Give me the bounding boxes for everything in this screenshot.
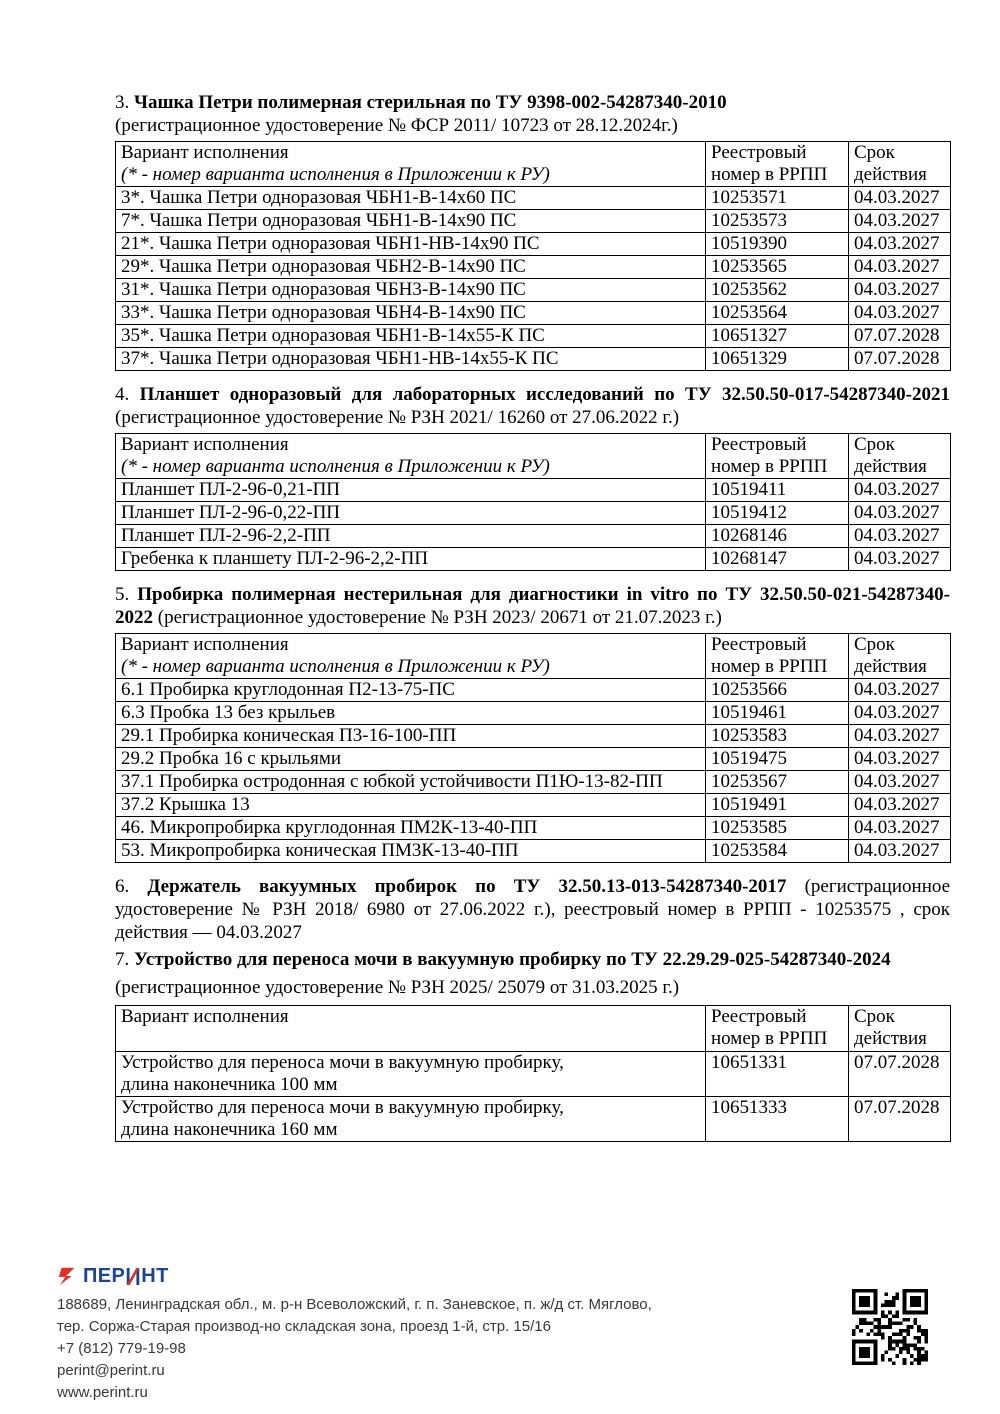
header-variant-note: (* - номер варианта исполнения в Приложении к РУ) (121, 164, 550, 185)
header-variant-cell (116, 634, 706, 679)
section-heading (115, 875, 950, 944)
table-row (116, 817, 951, 840)
table-cell: 10253565 (706, 256, 849, 279)
header-variant-label: Вариант исполнения (121, 634, 289, 655)
table-cell: 21*. Чашка Петри одноразовая ЧБН1-НВ-14х90 ПС (116, 233, 706, 256)
section-number: 4. (115, 384, 130, 405)
section-number: 6. (115, 876, 130, 897)
section-tube-holder (115, 875, 950, 944)
website-url: www.perint.ru (57, 1384, 148, 1401)
table-cell: 04.03.2027 (849, 794, 951, 817)
table-cell: 10519411 (706, 479, 849, 502)
header-validity-cell: Срок действия (849, 1006, 951, 1052)
table-row (116, 840, 951, 863)
table-header-row (116, 434, 951, 479)
table-cell: 07.07.2028 (849, 348, 951, 371)
section-test-tubes (115, 583, 950, 863)
table-cell: 10651333 (706, 1097, 849, 1142)
table-row (116, 302, 951, 325)
table-cell: 04.03.2027 (849, 502, 951, 525)
table-cell: 10253571 (706, 187, 849, 210)
header-variant-label: Вариант исполнения (121, 434, 289, 455)
table-cell: 10253573 (706, 210, 849, 233)
table-cell: 3*. Чашка Петри одноразовая ЧБН1-В-14х60 ПС (116, 187, 706, 210)
table-cell: 10253585 (706, 817, 849, 840)
table-cell: 10519390 (706, 233, 849, 256)
header-registry-cell: Реестровый номер в РРПП (706, 634, 849, 679)
table-cell: 04.03.2027 (849, 210, 951, 233)
header-registry-cell: Реестровый номер в РРПП (706, 1006, 849, 1052)
header-variant-note: (* - номер варианта исполнения в Приложении к РУ) (121, 656, 550, 677)
table-cell: 04.03.2027 (849, 256, 951, 279)
table-row (116, 679, 951, 702)
section-heading (115, 948, 950, 971)
table-cell: 53. Микропробирка коническая ПМ3К-13-40-ПП (116, 840, 706, 863)
table-cell: Устройство для переноса мочи в вакуумную пробирку, длина наконечника 160 мм (116, 1097, 706, 1142)
table-cell: 10519461 (706, 702, 849, 725)
table-cell: Устройство для переноса мочи в вакуумную пробирку, длина наконечника 100 мм (116, 1052, 706, 1097)
table-cell: 10519412 (706, 502, 849, 525)
table-row (116, 325, 951, 348)
table-cell: 37*. Чашка Петри одноразовая ЧБН1-НВ-14х55-К ПС (116, 348, 706, 371)
lab-plates-table (115, 433, 951, 571)
table-cell: 04.03.2027 (849, 748, 951, 771)
table-cell: 10651327 (706, 325, 849, 348)
address-line-2: тер. Соржа-Старая производ-но складская зона, проезд 1-й, стр. 15/16 (57, 1318, 551, 1335)
phone-number: +7 (812) 779-19-98 (57, 1340, 186, 1357)
table-cell: 04.03.2027 (849, 725, 951, 748)
table-cell: 10253566 (706, 679, 849, 702)
table-cell: 04.03.2027 (849, 233, 951, 256)
table-cell: 04.03.2027 (849, 279, 951, 302)
qr-code (852, 1289, 928, 1365)
test-tubes-table (115, 633, 951, 863)
table-cell: Планшет ПЛ-2-96-0,21-ПП (116, 479, 706, 502)
table-cell: 07.07.2028 (849, 1097, 951, 1142)
section-number: 7. (115, 949, 130, 970)
header-validity-cell: Срок действия (849, 634, 951, 679)
header-variant-label: Вариант исполнения (121, 142, 289, 163)
table-cell: 10253562 (706, 279, 849, 302)
table-cell: 6.3 Пробка 13 без крыльев (116, 702, 706, 725)
section-number: 3. (115, 92, 130, 113)
table-cell: 6.1 Пробирка круглодонная П2-13-75-ПС (116, 679, 706, 702)
perint-logo-text (83, 1265, 169, 1287)
table-header-row (116, 142, 951, 187)
table-row (116, 348, 951, 371)
table-cell: 10253583 (706, 725, 849, 748)
section-heading (115, 383, 950, 429)
section-registration: (регистрационное удостоверение № ФСР 2011/ 10723 от 28.12.2024г.) (115, 115, 678, 136)
section-title: Устройство для переноса мочи в вакуумную пробирку по ТУ 22.29.29-025-54287340-2024 (134, 949, 891, 970)
header-variant-cell (116, 142, 706, 187)
section-registration: (регистрационное удостоверение № РЗН 2023/ 20671 от 21.07.2023 г.) (157, 607, 722, 628)
section-title: Планшет одноразовый для лабораторных исследований по ТУ 32.50.50-017-54287340-2021 (139, 384, 950, 405)
table-row (116, 525, 951, 548)
table-header-row (116, 634, 951, 679)
table-cell: 7*. Чашка Петри одноразовая ЧБН1-В-14х90 ПС (116, 210, 706, 233)
table-cell: 04.03.2027 (849, 187, 951, 210)
table-cell: 46. Микропробирка круглодонная ПМ2К-13-40-ПП (116, 817, 706, 840)
perint-logo-icon (57, 1265, 79, 1287)
email-address: perint@perint.ru (57, 1362, 165, 1379)
section-lab-plates (115, 383, 950, 571)
table-cell: 10519491 (706, 794, 849, 817)
table-cell: 10253564 (706, 302, 849, 325)
section-registration: (регистрационное удостоверение № РЗН 2025/ 25079 от 31.03.2025 г.) (115, 977, 680, 998)
logo-letter-i-icon (126, 1268, 140, 1285)
table-row (116, 702, 951, 725)
section-registration: (регистрационное удостоверение № РЗН 2018/ 6980 от 27.06.2022 г.), реестровый номер в РРПП - 10253575 , срок действия — 04.03.2027 (115, 876, 951, 943)
table-row (116, 794, 951, 817)
section-urine-transfer-device (115, 948, 950, 1142)
table-cell: 10268146 (706, 525, 849, 548)
logo-text-part1: ПЕР (83, 1265, 126, 1287)
header-validity-cell: Срок действия (849, 434, 951, 479)
table-row (116, 210, 951, 233)
header-variant-cell (116, 434, 706, 479)
header-registry-cell: Реестровый номер в РРПП (706, 142, 849, 187)
table-row (116, 771, 951, 794)
table-row (116, 748, 951, 771)
section-title: Держатель вакуумных пробирок по ТУ 32.50.13-013-54287340-2017 (147, 876, 787, 897)
table-cell: 31*. Чашка Петри одноразовая ЧБН3-В-14х90 ПС (116, 279, 706, 302)
table-cell: Планшет ПЛ-2-96-2,2-ПП (116, 525, 706, 548)
table-cell: Планшет ПЛ-2-96-0,22-ПП (116, 502, 706, 525)
header-validity-cell: Срок действия (849, 142, 951, 187)
table-cell: 04.03.2027 (849, 840, 951, 863)
table-cell: 10268147 (706, 548, 849, 571)
header-variant-note: (* - номер варианта исполнения в Приложении к РУ) (121, 456, 550, 477)
table-cell: 33*. Чашка Петри одноразовая ЧБН4-В-14х90 ПС (116, 302, 706, 325)
urine-transfer-table (115, 1005, 951, 1142)
table-cell: 04.03.2027 (849, 302, 951, 325)
section-title: Чашка Петри полимерная стерильная по ТУ 9398-002-54287340-2010 (134, 92, 727, 113)
table-cell: 10519475 (706, 748, 849, 771)
header-variant-cell: Вариант исполнения (116, 1006, 706, 1052)
perint-logo (57, 1264, 757, 1288)
table-cell: 29.1 Пробирка коническая П3-16-100-ПП (116, 725, 706, 748)
table-cell: 04.03.2027 (849, 479, 951, 502)
table-row (116, 1052, 951, 1097)
table-row (116, 548, 951, 571)
section-petri-dishes (115, 91, 950, 371)
table-cell: 29.2 Пробка 16 с крыльями (116, 748, 706, 771)
petri-dishes-table (115, 141, 951, 371)
logo-text-part2: НТ (141, 1265, 169, 1287)
table-cell: 10651329 (706, 348, 849, 371)
document-content (115, 88, 950, 1154)
table-cell: 35*. Чашка Петри одноразовая ЧБН1-В-14х55-К ПС (116, 325, 706, 348)
table-cell: 10651331 (706, 1052, 849, 1097)
table-cell: 04.03.2027 (849, 771, 951, 794)
table-cell: 10253567 (706, 771, 849, 794)
table-row (116, 502, 951, 525)
section-heading (115, 91, 950, 114)
table-cell: 04.03.2027 (849, 525, 951, 548)
table-cell: 04.03.2027 (849, 679, 951, 702)
table-row (116, 1097, 951, 1142)
table-row (116, 725, 951, 748)
section-title: Пробирка полимерная нестерильная для диагностики in vitro по ТУ 32.50.50-021-54287340-2022 (115, 584, 950, 628)
table-row (116, 187, 951, 210)
table-cell: 04.03.2027 (849, 702, 951, 725)
table-cell: 07.07.2028 (849, 1052, 951, 1097)
table-cell: 37.2 Крышка 13 (116, 794, 706, 817)
address-line-1: 188689, Ленинградская обл., м. р-н Всеволожский, г. п. Заневское, п. ж/д ст. Мяглово, (57, 1296, 652, 1313)
section-heading (115, 583, 950, 629)
header-registry-cell: Реестровый номер в РРПП (706, 434, 849, 479)
table-header-row (116, 1006, 951, 1052)
table-row (116, 256, 951, 279)
table-row (116, 479, 951, 502)
table-row (116, 233, 951, 256)
table-cell: 29*. Чашка Петри одноразовая ЧБН2-В-14х90 ПС (116, 256, 706, 279)
table-row (116, 279, 951, 302)
section-registration: (регистрационное удостоверение № РЗН 2021/ 16260 от 27.06.2022 г.) (115, 407, 680, 428)
table-cell: 37.1 Пробирка остродонная с юбкой устойчивости П1Ю-13-82-ПП (116, 771, 706, 794)
table-cell: 07.07.2028 (849, 325, 951, 348)
table-cell: 10253584 (706, 840, 849, 863)
table-cell: 04.03.2027 (849, 548, 951, 571)
section-number: 5. (115, 584, 130, 605)
table-cell: Гребенка к планшету ПЛ-2-96-2,2-ПП (116, 548, 706, 571)
footer (57, 1264, 757, 1404)
table-cell: 04.03.2027 (849, 817, 951, 840)
